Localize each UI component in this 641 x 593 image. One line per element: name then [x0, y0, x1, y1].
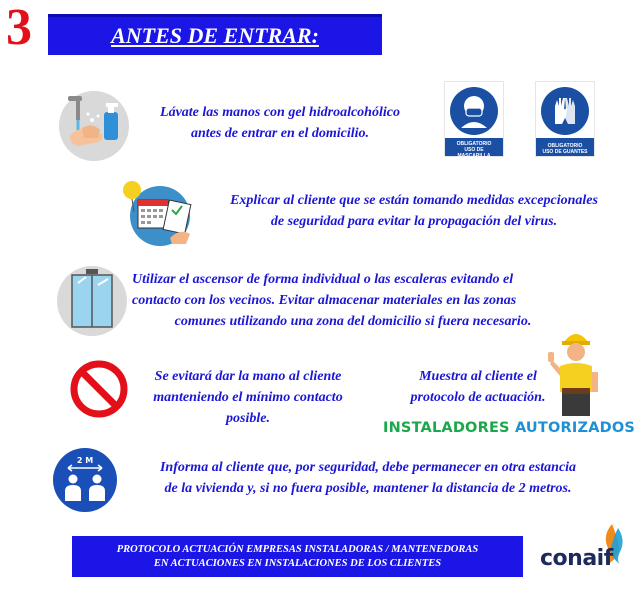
footer-banner: [72, 536, 523, 577]
handshake-line-3: posible.: [226, 411, 270, 426]
explain-line-2: de seguridad para evitar la propagación del virus.: [270, 214, 558, 229]
title-banner: [48, 14, 382, 55]
protocol-line-1: Muestra al cliente el: [419, 369, 537, 384]
handwash-line-1: Lávate las manos con gel hidroalcohólico: [160, 105, 400, 120]
footer-line-2: EN ACTUACIONES EN INSTALACIONES DE LOS CLIENTES: [153, 557, 442, 569]
installer-worker-icon: [548, 322, 606, 418]
mask-sign-icon: [449, 86, 499, 136]
elevator-icon: [56, 265, 128, 337]
handshake-text: [134, 366, 362, 429]
footer-line-1: PROTOCOLO ACTUACIÓN EMPRESAS INSTALADORAS / MANTENEDORAS: [116, 543, 479, 555]
mask-sign-line-1: OBLIGATORIO: [456, 141, 492, 147]
installers-badge: [383, 420, 635, 436]
explain-text: [198, 190, 630, 232]
conaif-logo: conaif: [540, 546, 613, 571]
gloves-sign-line-1: OBLIGATORIO: [547, 143, 583, 149]
elevator-line-2: contacto con los vecinos. Evitar almacenar materiales en las zonas: [132, 293, 517, 308]
distance-people-icon: [50, 447, 120, 513]
distance-line-2: de la vivienda y, si no fuera posible, mantener la distancia de 2 metros.: [164, 481, 572, 496]
distance-label: 2 M: [76, 456, 94, 465]
handshake-line-1: Se evitará dar la mano al cliente: [154, 369, 342, 384]
prohibited-icon: [70, 360, 128, 418]
explain-line-1: Explicar al cliente que se están tomando medidas excepcionales: [230, 193, 598, 208]
elevator-line-1: Utilizar el ascensor de forma individual o las escaleras evitando el: [132, 272, 514, 287]
step-number: 3: [6, 0, 32, 56]
protocol-line-2: protocolo de actuación.: [410, 390, 546, 405]
handwash-text: [136, 102, 424, 144]
page-title: ANTES DE ENTRAR:: [111, 23, 319, 48]
mask-sign: [444, 81, 504, 157]
gloves-sign-line-2: USO DE GUANTES: [542, 149, 588, 155]
hand-wash-icon: [58, 90, 130, 162]
installers-word-2: AUTORIZADOS: [514, 420, 636, 436]
installers-word-1: INSTALADORES: [383, 420, 510, 436]
distance-line-1: Informa al cliente que, por seguridad, debe permanecer en otra estancia: [159, 460, 577, 475]
protocol-text: [392, 366, 564, 408]
calendar-explain-icon: [120, 178, 196, 248]
elevator-text: [132, 269, 574, 332]
mask-sign-line-2: USO DE: [464, 147, 484, 153]
gloves-sign: [535, 81, 595, 157]
elevator-line-3: comunes utilizando una zona del domicilio si fuera necesario.: [174, 314, 532, 329]
distance-text: [128, 457, 608, 499]
handshake-line-2: manteniendo el mínimo contacto: [153, 390, 343, 405]
handwash-line-2: antes de entrar en el domicilio.: [190, 126, 370, 141]
gloves-sign-icon: [540, 86, 590, 136]
mask-sign-line-3: MASCARILLA: [457, 153, 491, 159]
